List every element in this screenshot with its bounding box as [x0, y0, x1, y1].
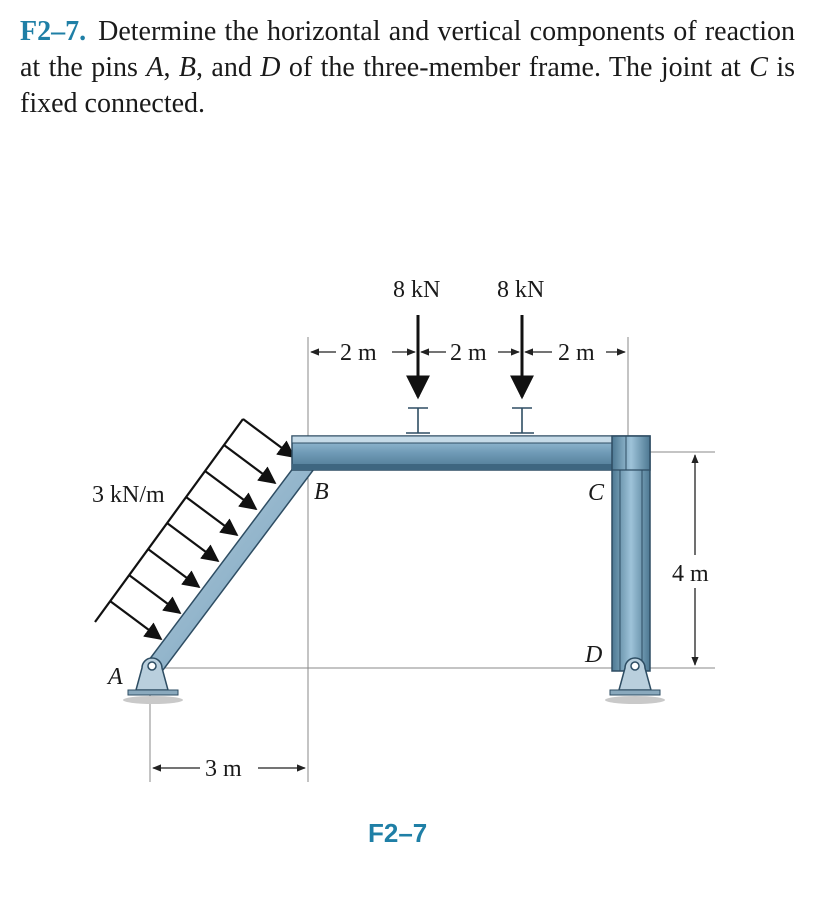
figure-caption: F2–7: [368, 818, 428, 848]
problem-sep-2: , and: [195, 52, 261, 83]
point-load-label-2: 8 kN: [497, 277, 545, 303]
problem-text-1: Determine the horizontal and vertical components of reaction at the pins: [20, 16, 795, 83]
dim-label-base: 3 m: [205, 756, 242, 782]
problem-text-3: is fixed connected.: [20, 52, 795, 119]
point-label-b: B: [314, 479, 329, 505]
point-label-a: A: [108, 664, 123, 690]
point-load-label-1: 8 kN: [393, 277, 441, 303]
load-bracket-2: [510, 408, 534, 433]
distributed-load-label: 3 kN/m: [92, 482, 165, 508]
member-cd: [612, 436, 650, 671]
load-bracket-1: [406, 408, 430, 433]
dim-label-height: 4 m: [672, 561, 709, 587]
point-label-d: D: [585, 642, 603, 668]
joint-c-ref: C: [749, 52, 768, 83]
pin-d-ref: D: [260, 52, 281, 83]
dim-label-span-1: 2 m: [340, 340, 377, 366]
support-a: [123, 658, 183, 704]
problem-text-2: of the three-member frame. The joint at: [280, 52, 750, 83]
problem-number: F2–7.: [20, 16, 87, 47]
pin-a-ref: A: [146, 52, 164, 83]
member-bc: [292, 436, 650, 470]
dim-label-span-3: 2 m: [558, 340, 595, 366]
dim-label-span-2: 2 m: [450, 340, 487, 366]
pin-b-ref: B: [178, 52, 196, 83]
point-label-c: C: [588, 480, 605, 506]
problem-sep-1: ,: [163, 52, 179, 83]
member-ab: [146, 449, 320, 674]
